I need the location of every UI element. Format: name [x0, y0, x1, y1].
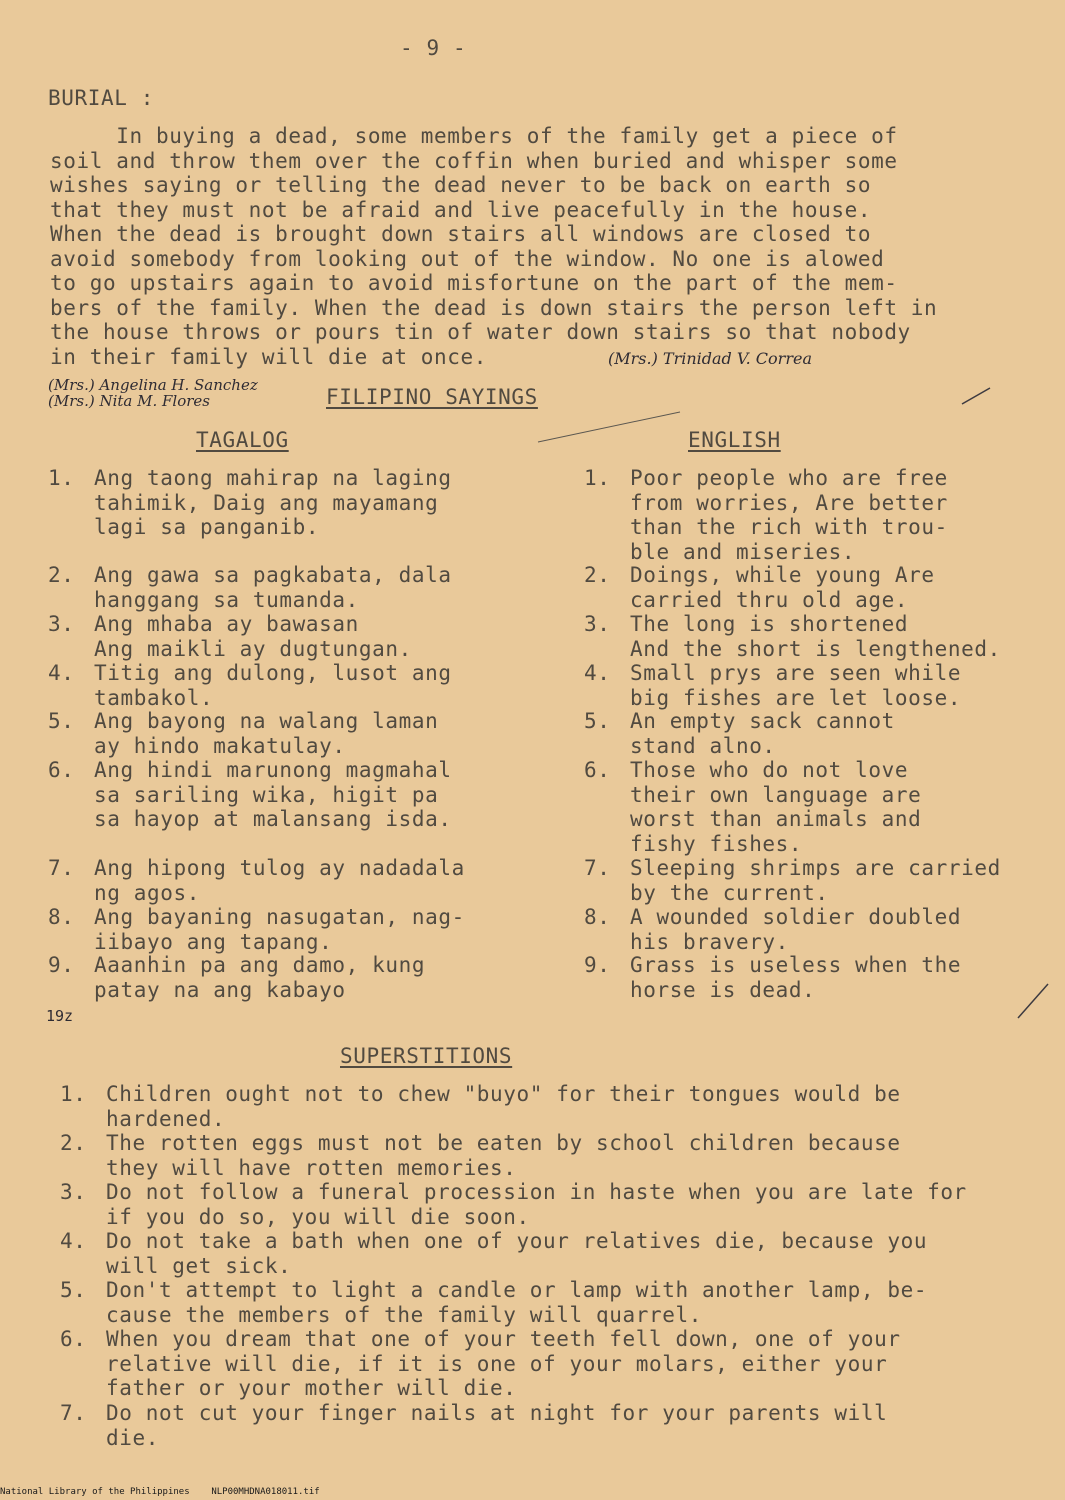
saying-text: Doings, while young Are [630, 563, 935, 587]
saying-line [584, 758, 921, 783]
saying-text: big fishes are let loose. [630, 685, 962, 710]
saying-line [48, 491, 452, 516]
sayings-heading: FILIPINO SAYINGS [326, 385, 538, 409]
saying-line [584, 515, 948, 540]
saying-text: worst than animals and [630, 807, 922, 831]
saying-line [48, 612, 412, 637]
saying-line [48, 978, 425, 1003]
english-saying-3 [584, 612, 1001, 661]
saying-text: stand alno. [630, 733, 776, 758]
saying-text: Titig ang dulong, lusot ang [94, 661, 452, 685]
superstition-line [60, 1327, 901, 1352]
burial-line: bers of the family. When the dead is down stairs the person left in [50, 295, 938, 320]
saying-line [48, 758, 452, 783]
saying-line [584, 881, 1001, 906]
item-number: 6. [48, 758, 75, 782]
english-header: ENGLISH [688, 428, 781, 452]
burial-line: the house throws or pours tin of water down stairs so that nobody [50, 320, 911, 344]
tagalog-saying-1 [48, 466, 452, 540]
tagalog-saying-3 [48, 612, 412, 661]
tagalog-saying-8 [48, 905, 465, 954]
item-number: 2. [48, 563, 75, 587]
item-number: 6. [60, 1327, 87, 1351]
superstition-2 [60, 1131, 901, 1180]
superstition-text: hardened. [106, 1106, 226, 1131]
item-number: 1. [584, 466, 611, 490]
saying-text: ng agos. [94, 880, 200, 905]
saying-text: Ang taong mahirap na laging [94, 466, 452, 490]
item-number: 4. [584, 661, 611, 685]
item-number: 2. [60, 1131, 87, 1155]
saying-text: Ang bayong na walang laman [94, 709, 439, 733]
english-saying-9 [584, 953, 961, 1002]
item-number: 5. [48, 709, 75, 733]
saying-text: carried thru old age. [630, 587, 909, 612]
contributor-name-2: (Mrs.) Nita M. Flores [48, 392, 211, 410]
saying-line [48, 515, 452, 540]
saying-text: from worries, Are better [630, 490, 948, 515]
superstition-text: Children ought not to chew "buyo" for their tongues would be [106, 1082, 901, 1106]
item-number: 9. [48, 953, 75, 977]
superstition-line [60, 1082, 901, 1107]
superstition-1 [60, 1082, 901, 1131]
saying-text: tambakol. [94, 685, 214, 710]
saying-text: Ang hipong tulog ay nadadala [94, 856, 465, 880]
burial-heading: BURIAL : [48, 86, 154, 110]
superstition-text: When you dream that one of your teeth fell down, one of your [106, 1327, 901, 1351]
tagalog-saying-6 [48, 758, 452, 832]
saying-text: Poor people who are free [630, 466, 948, 490]
english-saying-1 [584, 466, 948, 564]
saying-text: their own language are [630, 782, 922, 807]
item-number: 1. [60, 1082, 87, 1106]
superstition-6 [60, 1327, 901, 1401]
saying-line [584, 588, 935, 613]
saying-text: And the short is lengthened. [630, 636, 1001, 661]
saying-text: Ang maikli ay dugtungan. [94, 636, 412, 661]
superstition-line [60, 1254, 927, 1279]
saying-line [584, 491, 948, 516]
saying-text: Ang gawa sa pagkabata, dala [94, 563, 452, 587]
saying-text: than the rich with trou- [630, 515, 948, 539]
item-number: 7. [60, 1401, 87, 1425]
superstition-text: cause the members of the family will quarrel. [106, 1302, 702, 1327]
saying-line [48, 807, 452, 832]
page-number: - 9 - [400, 36, 467, 60]
check-mark-top [962, 388, 990, 404]
english-saying-8 [584, 905, 961, 954]
tagalog-saying-5 [48, 709, 438, 758]
superstition-line [60, 1426, 887, 1451]
item-number: 5. [584, 709, 611, 733]
burial-line: wishes saying or telling the dead never to be back on earth so [50, 173, 872, 197]
tagalog-header: TAGALOG [196, 428, 289, 452]
saying-text: patay na ang kabayo [94, 977, 346, 1002]
superstition-line [60, 1229, 927, 1254]
tagalog-saying-7 [48, 856, 465, 905]
saying-line [584, 466, 948, 491]
saying-text: by the current. [630, 880, 829, 905]
burial-line: soil and throw them over the coffin when buried and whisper some [50, 148, 898, 173]
superstition-text: The rotten eggs must not be eaten by school children because [106, 1131, 901, 1155]
english-saying-7 [584, 856, 1001, 905]
saying-line [584, 563, 935, 588]
tagalog-saying-9 [48, 953, 425, 1002]
burial-line: in their family will die at once. [50, 344, 488, 369]
item-number: 8. [584, 905, 611, 929]
saying-line [48, 709, 438, 734]
saying-text: Grass is useless when the [630, 953, 962, 977]
superstition-line [60, 1107, 901, 1132]
saying-text: lagi sa panganib. [94, 515, 320, 539]
superstition-line [60, 1376, 901, 1401]
superstition-line [60, 1303, 927, 1328]
superstition-text: if you do so, you will die soon. [106, 1204, 530, 1229]
saying-text: Ang hindi marunong magmahal [94, 758, 452, 782]
english-saying-4 [584, 661, 961, 710]
saying-line [48, 930, 465, 955]
saying-text: sa sariling wika, higit pa [94, 782, 439, 807]
saying-line [584, 807, 921, 832]
superstition-text: relative will die, if it is one of your molars, either your [106, 1351, 888, 1376]
saying-text: ay hindo makatulay. [94, 733, 346, 758]
superstition-text: they will have rotten memories. [106, 1155, 517, 1180]
english-saying-6 [584, 758, 921, 856]
item-number: 5. [60, 1278, 87, 1302]
saying-text: An empty sack cannot [630, 709, 895, 733]
superstition-7 [60, 1401, 887, 1450]
pencil-stroke-header [538, 412, 680, 442]
saying-line [584, 783, 921, 808]
saying-line [48, 563, 452, 588]
saying-text: Ang bayaning nasugatan, nag- [94, 905, 465, 929]
saying-line [48, 783, 452, 808]
saying-line [48, 734, 438, 759]
check-mark-bottom [1018, 984, 1048, 1018]
superstition-text: die. [106, 1425, 159, 1450]
item-number: 4. [60, 1229, 87, 1253]
saying-text: The long is shortened [630, 612, 909, 636]
superstition-line [60, 1180, 967, 1205]
saying-text: Small prys are seen while [630, 661, 962, 685]
superstition-text: father or your mother will die. [106, 1376, 517, 1400]
item-number: 6. [584, 758, 611, 782]
saying-line [584, 734, 895, 759]
superstition-text: Do not take a bath when one of your relatives die, because you [106, 1229, 928, 1253]
saying-line [48, 637, 412, 662]
saying-line [48, 466, 452, 491]
saying-text: iibayo ang tapang. [94, 929, 333, 954]
superstition-text: Do not follow a funeral procession in haste when you are late for [106, 1180, 967, 1204]
archive-footer: National Library of the Philippines NLP00MHDNA018011.tif [0, 1487, 320, 1497]
superstition-line [60, 1131, 901, 1156]
superstition-3 [60, 1180, 967, 1229]
item-number: 4. [48, 661, 75, 685]
english-saying-2 [584, 563, 935, 612]
saying-line [584, 930, 961, 955]
superstition-4 [60, 1229, 927, 1278]
item-number: 1. [48, 466, 75, 490]
burial-line: In buying a dead, some members of the family get a piece of [50, 124, 898, 148]
burial-line: that they must not be afraid and live peacefully in the house. [50, 197, 872, 222]
superstition-text: Do not cut your finger nails at night for your parents will [106, 1401, 888, 1425]
saying-line [48, 856, 465, 881]
saying-text: Ang mhaba ay bawasan [94, 612, 359, 636]
item-number: 7. [584, 856, 611, 880]
contributor-name-1: (Mrs.) Angelina H. Sanchez [48, 376, 258, 394]
superstition-5 [60, 1278, 927, 1327]
saying-line [584, 953, 961, 978]
saying-line [584, 686, 961, 711]
item-number: 3. [584, 612, 611, 636]
superstitions-heading: SUPERSTITIONS [340, 1044, 513, 1068]
saying-text: sa hayop at malansang isda. [94, 807, 452, 831]
saying-text: ble and miseries. [630, 539, 856, 564]
superstition-line [60, 1278, 927, 1303]
item-number: 8. [48, 905, 75, 929]
saying-line [584, 661, 961, 686]
saying-line [48, 661, 452, 686]
margin-mark: 19z [46, 1007, 74, 1025]
saying-line [48, 881, 465, 906]
burial-line: When the dead is brought down stairs all windows are closed to [50, 222, 872, 246]
superstition-line [60, 1352, 901, 1377]
saying-text: horse is dead. [630, 977, 816, 1002]
saying-line [584, 709, 895, 734]
burial-line: avoid somebody from looking out of the window. No one is alowed [50, 246, 885, 271]
saying-line [584, 832, 921, 857]
saying-line [48, 686, 452, 711]
burial-line: to go upstairs again to avoid misfortune on the part of the mem- [50, 271, 898, 295]
tagalog-saying-2 [48, 563, 452, 612]
superstition-line [60, 1401, 887, 1426]
saying-line [48, 953, 425, 978]
superstition-line [60, 1156, 901, 1181]
saying-line [584, 905, 961, 930]
saying-line [584, 978, 961, 1003]
saying-text: hanggang sa tumanda. [94, 587, 359, 612]
saying-text: Those who do not love [630, 758, 909, 782]
item-number: 3. [48, 612, 75, 636]
saying-line [584, 540, 948, 565]
saying-text: tahimik, Daig ang mayamang [94, 490, 439, 515]
english-saying-5 [584, 709, 895, 758]
tagalog-saying-4 [48, 661, 452, 710]
saying-text: fishy fishes. [630, 831, 803, 856]
saying-text: Aaanhin pa ang damo, kung [94, 953, 426, 977]
superstition-text: Don't attempt to light a candle or lamp with another lamp, be- [106, 1278, 928, 1302]
superstition-line [60, 1205, 967, 1230]
superstition-text: will get sick. [106, 1253, 292, 1278]
saying-line [584, 637, 1001, 662]
item-number: 9. [584, 953, 611, 977]
saying-line [48, 588, 452, 613]
item-number: 3. [60, 1180, 87, 1204]
saying-line [48, 905, 465, 930]
saying-line [584, 856, 1001, 881]
saying-line [584, 612, 1001, 637]
item-number: 2. [584, 563, 611, 587]
saying-text: his bravery. [630, 929, 789, 954]
saying-text: A wounded soldier doubled [630, 905, 962, 929]
item-number: 7. [48, 856, 75, 880]
saying-text: Sleeping shrimps are carried [630, 856, 1001, 880]
burial-signature: (Mrs.) Trinidad V. Correa [608, 349, 812, 368]
